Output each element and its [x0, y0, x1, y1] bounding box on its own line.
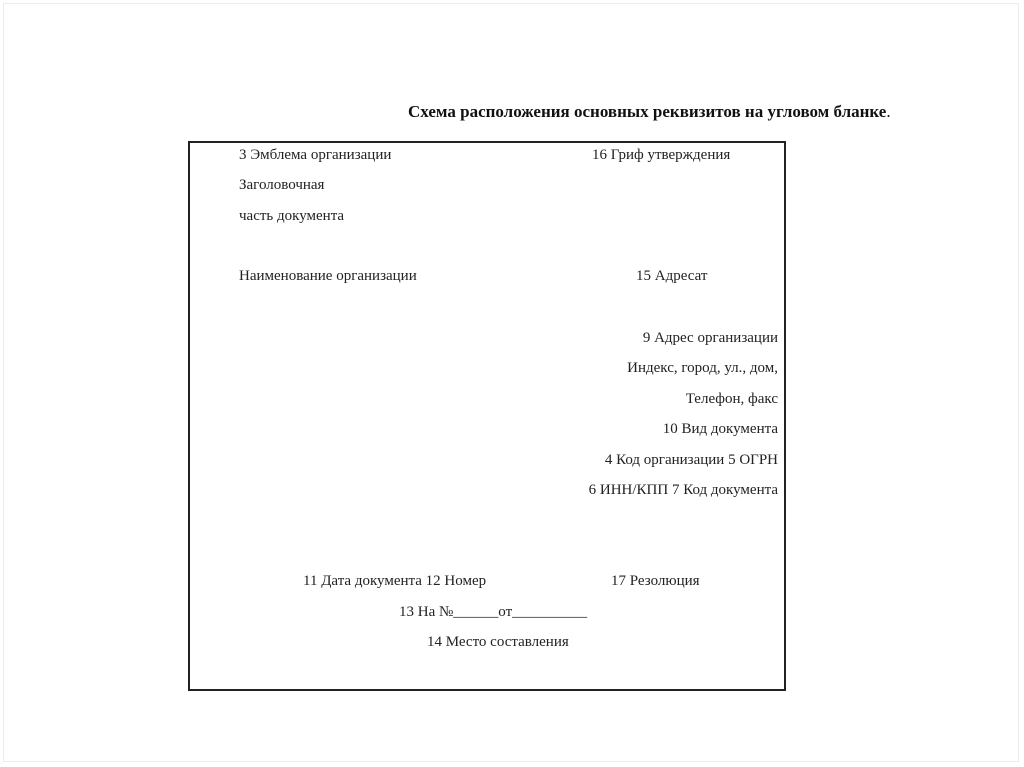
field-address-detail: Индекс, город, ул., дом,: [627, 360, 778, 376]
field-addressee: 15 Адресат: [636, 268, 708, 284]
field-org-code: 4 Код организации 5 ОГРН: [604, 452, 778, 468]
field-place: 14 Место составления: [427, 634, 569, 650]
field-resolution: 17 Резолюция: [611, 573, 700, 589]
field-org-address: 9 Адрес организации: [642, 330, 778, 346]
field-org-name: Наименование организации: [239, 268, 417, 284]
field-header-line-2: часть документа: [239, 208, 345, 224]
field-date-number: 11 Дата документа 12 Номер: [303, 573, 487, 589]
diagram-title-period: .: [886, 102, 891, 121]
field-doc-type: 10 Вид документа: [662, 421, 778, 437]
field-approval-stamp: 16 Гриф утверждения: [592, 147, 731, 163]
field-reference: 13 На №______от__________: [399, 604, 588, 620]
field-emblem: 3 Эмблема организации: [239, 147, 392, 163]
field-phone-fax: Телефон, факс: [685, 391, 778, 407]
diagram-title: [408, 102, 891, 122]
diagram-title-text: Схема расположения основных реквизитов на угловом бланке: [408, 102, 887, 121]
field-inn-kpp: 6 ИНН/КПП 7 Код документа: [588, 482, 778, 498]
field-header-line-1: Заголовочная: [239, 177, 325, 193]
